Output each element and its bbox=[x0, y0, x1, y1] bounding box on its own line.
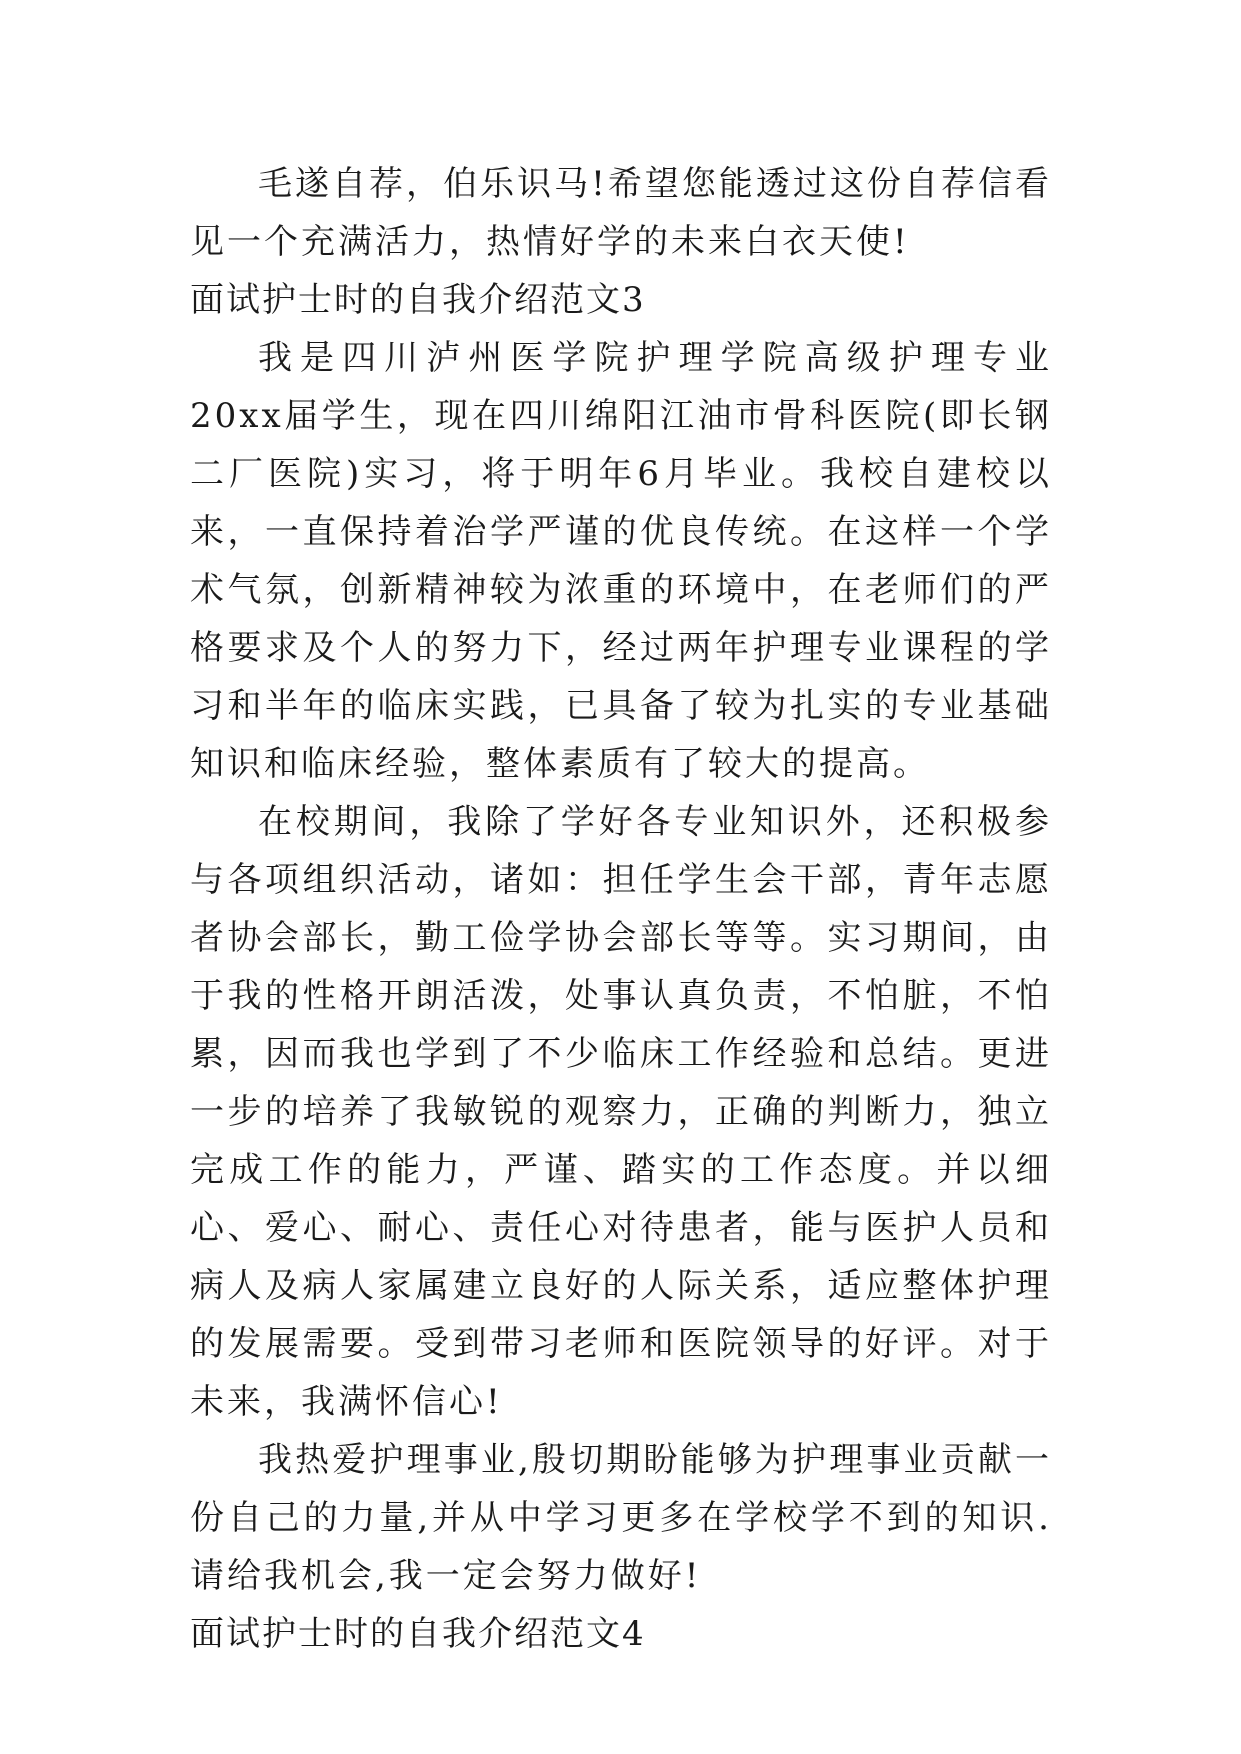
aspiration-paragraph: 我热爱护理事业,殷切期盼能够为护理事业贡献一份自己的力量,并从中学习更多在学校学不到的知识.请给我机会,我一定会努力做好! bbox=[190, 1440, 1052, 1596]
intro-paragraph: 我是四川泸州医学院护理学院高级护理专业20xx届学生，现在四川绵阳江油市骨科医院(即长钢二厂医院)实习，将于明年6月毕业。我校自建校以来，一直保持着治学严谨的优良传统。在这样一个学术气氛，创新精神较为浓重的环境中，在老师们的严格要求及个人的努力下，经过两年护理专业课程的学习和半年的临床实践，已具备了较为扎实的专业基础知识和临床经验，整体素质有了较大的提高。 bbox=[190, 338, 1052, 784]
experience-paragraph: 在校期间，我除了学好各专业知识外，还积极参与各项组织活动，诸如：担任学生会干部，青年志愿者协会部长，勤工俭学协会部长等等。实习期间，由于我的性格开朗活泼，处事认真负责，不怕脏，不怕累，因而我也学到了不少临床工作经验和总结。更进一步的培养了我敏锐的观察力，正确的判断力，独立完成工作的能力，严谨、踏实的工作态度。并以细心、爱心、耐心、责任心对待患者，能与医护人员和病人及病人家属建立良好的人际关系，适应整体护理的发展需要。受到带习老师和医院领导的好评。对于未来，我满怀信心! bbox=[190, 802, 1052, 1422]
section-heading-3: 面试护士时的自我介绍范文3 bbox=[190, 280, 646, 320]
section-heading-4: 面试护士时的自我介绍范文4 bbox=[190, 1614, 646, 1654]
document-body bbox=[190, 155, 1052, 1663]
closing-paragraph: 毛遂自荐，伯乐识马!希望您能透过这份自荐信看见一个充满活力，热情好学的未来白衣天使! bbox=[190, 164, 1052, 262]
